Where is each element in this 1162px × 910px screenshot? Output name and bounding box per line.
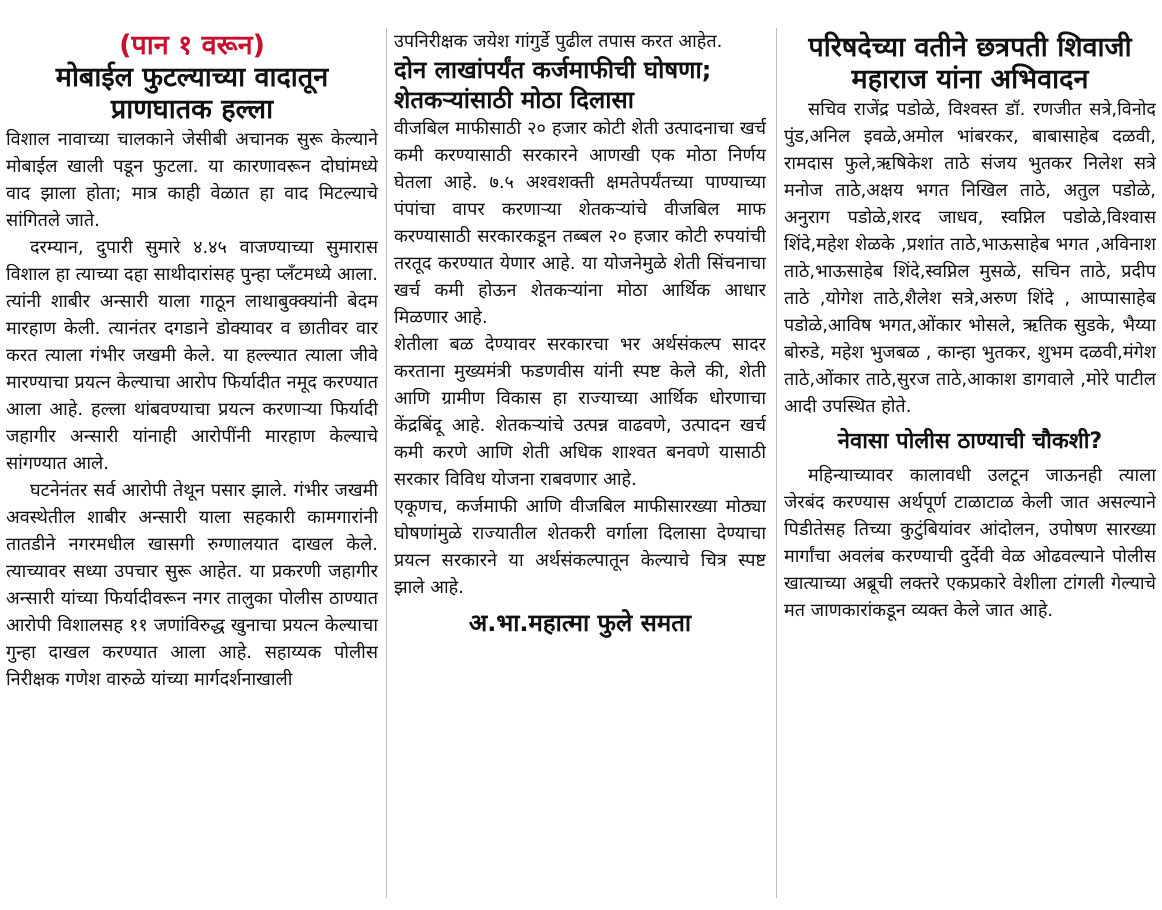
article-continuation: उपनिरीक्षक जयेश गांगुर्डे पुढील तपास करत आहेत. (394, 31, 723, 52)
article-paragraph: एकूणच, कर्जमाफी आणि वीजबिल माफीसारख्या मोठ्या घोषणांमुळे राज्यातील शेतकरी वर्गाला दिलासा देण्याचा प्रयत्न सरकारने या अर्थसंकल्पातून केल्याचे चित्र स्पष्ट झाले आहे. (394, 496, 766, 598)
article-paragraph: महिन्याच्यावर कालावधी उलटून जाऊनही त्याला जेरबंद करण्यास अर्थपूर्ण टाळाटाळ केली जात असल्याने पिडीतेसह तिच्या कुटुंबियांवर आंदोलन, उपोषण सारख्या मार्गांचा अवलंब करण्याची दुर्देवी वेळ ओढवल्याने पोलीस खात्याच्या अब्रूची लक्तरे एकप्रकारे वेशीला टांगली गेल्याचे मत जाणकारांकडून व्यक्त केले जात आहे. (784, 465, 1156, 621)
continued-from-label: (पान १ वरून) (119, 30, 265, 61)
article-paragraph: घटनेनंतर सर्व आरोपी तेथून पसार झाले. गंभीर जखमी अवस्थेतील शाबीर अन्सारी याला सहकारी कामगारांनी तातडीने नगरमधील खासगी रुग्णालयात दाखल केले. त्याच्यावर सध्या उपचार सुरू आहेत. या प्रकरणी जहागीर अन्सारी यांच्या फिर्यादीवरून नगर तालुका पोलीस ठाण्यात आरोपी विशालसह ११ जणांविरुद्ध खुनाचा प्रयत्न केल्याचा गुन्हा दाखल करण्यात आला आहे. सहाय्यक पोलीस निरीक्षक गणेश वारुळे यांच्या मार्गदर्शनाखाली (6, 480, 378, 690)
column-1 (6, 0, 378, 910)
next-headline-teaser: अ.भा.महात्मा फुले समता (468, 609, 692, 637)
headline-loan-waiver: दोन लाखांपर्यंत कर्जमाफीची घोषणा; शेतकऱ्यांसाठी मोठा दिलासा (394, 56, 712, 114)
article-paragraph: वीजबिल माफीसाठी २० हजार कोटी शेती उत्पादनाचा खर्च कमी करण्यासाठी सरकारने आणखी एक मोठा निर्णय घेतला आहे. ७.५ अश्वशक्ती क्षमतेपर्यंतच्या पाण्याच्या पंपांचा वापर करणाऱ्या शेतकऱ्यांचे वीजबिल माफ करण्यासाठी सरकारकडून तब्बल २० हजार कोटी रुपयांची तरतूद करण्यात येणार आहे. या योजनेमुळे शेती सिंचनाचा खर्च कमी होऊन शेतकऱ्यांना मोठा आर्थिक आधार मिळणार आहे. (394, 118, 766, 328)
column-divider (776, 28, 777, 898)
headline-mobile-assault: मोबाईल फुटल्याच्या वादातून प्राणघातक हल्ला (55, 62, 329, 125)
article-paragraph: विशाल नावाच्या चालकाने जेसीबी अचानक सुरू केल्याने मोबाईल खाली पडून फुटला. या कारणावरून दोघांमध्ये वाद झाला होता; मात्र काही वेळात हा वाद मिटल्याचे सांगितले जाते. (6, 129, 378, 231)
article-paragraph: दरम्यान, दुपारी सुमारे ४.४५ वाजण्याच्या सुमारास विशाल हा त्याच्या दहा साथीदारांसह पुन्हा प्लँटमध्ये आला. त्यांनी शाबीर अन्सारी याला गाठून लाथाबुक्क्यांनी बेदम मारहाण केली. त्यानंतर दगडाने डोक्यावर व छातीवर वार करत त्याला गंभीर जखमी केले. या हल्ल्यात त्याला जीवे मारण्याचा प्रयत्न केल्याचा आरोप फिर्यादीत नमूद करण्यात आला आहे. हल्ला थांबवण्याचा प्रयत्न करणाऱ्या फिर्यादी जहागीर अन्सारी यांनाही आरोपींनी मारहाण केल्याचे सांगण्यात आले. (6, 237, 378, 474)
subheading-police-inquiry: नेवासा पोलीस ठाण्याची चौकशी? (837, 429, 1103, 454)
column-3 (784, 0, 1156, 910)
article-paragraph: शेतीला बळ देण्यावर सरकारचा भर अर्थसंकल्प सादर करताना मुख्यमंत्री फडणवीस यांनी स्पष्ट केले की, शेती आणि ग्रामीण विकास हा राज्याच्या आर्थिक धोरणाचा केंद्रबिंदू आहे. शेतकऱ्यांचे उत्पन्न वाढवणे, उत्पादन खर्च कमी करणे आणि शेती अधिक शाश्वत बनवणे यासाठी सरकार विविध योजना राबवणार आहे. (394, 334, 766, 490)
headline-shivaji-tribute: परिषदेच्या वतीने छत्रपती शिवाजी महाराज यांना अभिवादन (808, 32, 1132, 95)
column-2 (394, 0, 766, 910)
column-divider (386, 28, 387, 898)
article-paragraph: सचिव राजेंद्र पडोळे, विश्वस्त डॉ. रणजीत सत्रे,विनोद पुंड,अनिल इवळे,अमोल भांबरकर, बाबासाहेब दळवी, रामदास फुले,ऋषिकेश ताठे संजय भुतकर निलेश सत्रे मनोज ताठे,अक्षय भगत निखिल ताठे, अतुल पडोळे, अनुराग पडोळे,शरद जाधव, स्वप्निल पडोळे,विश्वास शिंदे,महेश शेळके ,प्रशांत ताठे,भाऊसाहेब भगत ,अविनाश ताठे,भाऊसाहेब शिंदे,स्वप्निल मुसळे, सचिन ताठे, प्रदीप ताठे ,योगेश ताठे,शैलेश सत्रे,अरुण शिंदे , आप्पासाहेब पडोळे,आविष भगत,ओंकार भोसले, ऋतिक सुडके, भैय्या बोरुडे, महेश भुजबळ , कान्हा भुतकर, शुभम दळवी,मंगेश ताठे,ओंकार ताठे,सुरज ताठे,आकाश डागवाले ,मोरे पाटील आदी उपस्थित होते. (784, 99, 1156, 417)
